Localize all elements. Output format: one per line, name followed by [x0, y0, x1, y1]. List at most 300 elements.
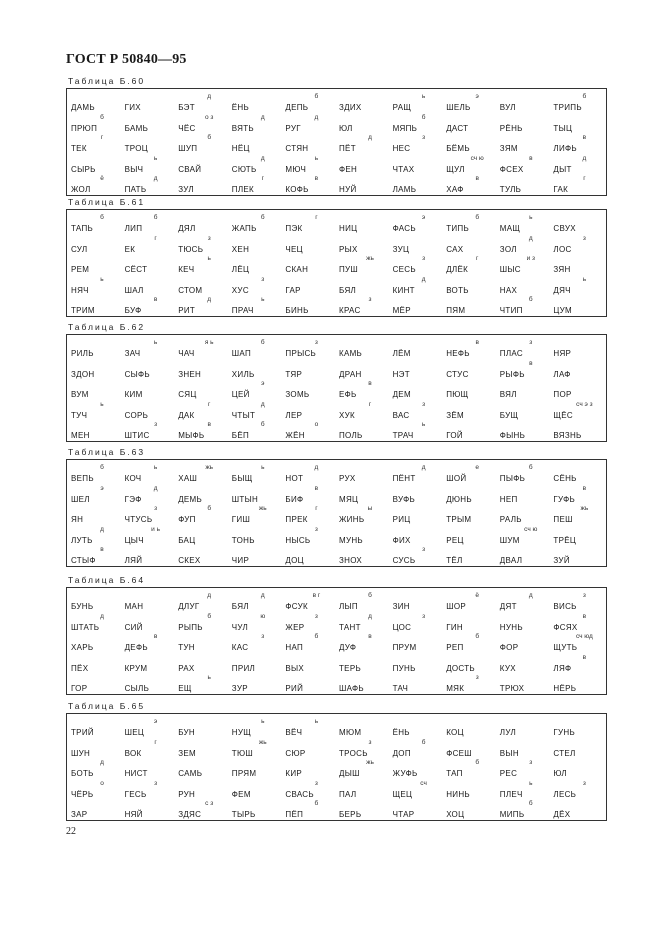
word-cell	[446, 780, 504, 802]
word-cell	[285, 718, 343, 740]
diacritic-mark: з	[582, 234, 586, 242]
word-text: ВАС	[392, 410, 410, 420]
diacritic-mark: в	[314, 484, 319, 492]
word-cell	[339, 464, 397, 486]
word-text: КУХ	[499, 663, 516, 673]
word-text: ЗАЧ	[124, 349, 141, 358]
word-cell	[393, 255, 451, 277]
word-cell	[71, 739, 129, 761]
word-cell	[446, 421, 504, 443]
word-cell	[446, 526, 504, 548]
diacritic-mark	[75, 339, 129, 347]
word-text: БАЦ	[178, 535, 196, 545]
diacritic-mark: г	[315, 505, 318, 513]
diacritic-mark	[450, 546, 504, 554]
diacritic-mark	[557, 255, 611, 263]
diacritic-mark	[450, 485, 504, 493]
word-cell	[393, 546, 451, 568]
word-text: ЛЫП	[339, 602, 358, 611]
diacritic-mark	[450, 235, 504, 243]
word-cell	[285, 800, 343, 822]
diacritic-mark: сч ю	[524, 525, 538, 533]
diacritic-mark: г	[583, 175, 586, 183]
word-text: ГАК	[553, 185, 569, 195]
word-cell	[232, 739, 290, 761]
word-cell	[500, 296, 558, 318]
word-cell	[500, 360, 558, 382]
word-cell	[178, 155, 236, 177]
table-caption: Таблица Б.63	[68, 447, 146, 457]
word-text: ЗУЦ	[392, 244, 410, 254]
word-text: НЫСЬ	[285, 535, 311, 545]
word-text: ЩУЛ	[446, 164, 465, 174]
word-text: МЮЧ	[285, 164, 307, 174]
word-cell	[71, 360, 129, 382]
word-cell	[71, 800, 129, 822]
word-text: БУФ	[124, 306, 142, 316]
word-text: ДЁХ	[553, 810, 571, 820]
diacritic-mark	[397, 296, 451, 304]
word-cell	[285, 296, 343, 318]
word-text: ГИШ	[231, 515, 251, 525]
diacritic-mark	[289, 654, 343, 662]
diacritic-mark: жь	[205, 464, 214, 471]
diacritic-mark: ы	[367, 505, 373, 513]
word-text: САМЬ	[178, 769, 203, 779]
word-text: ТУЛЬ	[499, 185, 522, 195]
diacritic-mark: б	[475, 633, 480, 641]
diacritic-mark: г	[315, 214, 318, 221]
table-row	[71, 255, 602, 277]
word-cell	[285, 134, 343, 156]
word-cell	[285, 613, 343, 635]
word-cell	[446, 175, 504, 197]
word-text: ПРИЛ	[231, 663, 256, 673]
word-text: ФСЕХ	[499, 164, 524, 174]
diacritic-mark: ь	[100, 400, 104, 408]
word-text: СКЕХ	[178, 556, 201, 566]
diacritic-mark: в	[582, 612, 587, 620]
diacritic-mark: д	[421, 464, 426, 471]
diacritic-mark: в	[475, 339, 479, 346]
word-text: ПРЕК	[285, 515, 308, 525]
diacritic-mark: з	[529, 339, 533, 346]
word-cell	[446, 613, 504, 635]
diacritic-mark	[450, 360, 504, 368]
word-text: ДОП	[392, 748, 411, 758]
word-cell	[71, 339, 129, 361]
word-text: ТУН	[178, 643, 195, 653]
word-cell	[232, 360, 290, 382]
diacritic-mark: сч юд	[575, 633, 593, 641]
word-text: ТРОСЬ	[339, 748, 368, 758]
word-text: ЁНЬ	[231, 103, 250, 112]
diacritic-mark	[236, 235, 290, 243]
word-text: ДЛУГ	[178, 602, 200, 611]
word-cell	[446, 800, 504, 822]
table-row	[71, 674, 602, 696]
diacritic-mark	[75, 360, 129, 368]
word-cell	[178, 296, 236, 318]
word-cell	[553, 505, 611, 527]
word-text: НУЙ	[339, 185, 357, 195]
diacritic-mark: в	[100, 546, 104, 554]
diacritic-mark	[75, 93, 129, 101]
diacritic-mark	[504, 401, 558, 409]
diacritic-mark	[289, 255, 343, 263]
word-text: ПРАЧ	[231, 306, 254, 316]
word-text: ЯН	[71, 515, 84, 525]
diacritic-mark: жь	[580, 505, 589, 513]
diacritic-mark: з	[314, 612, 318, 620]
word-cell	[393, 592, 451, 614]
diacritic-mark	[504, 674, 558, 682]
word-text: ВУЛ	[499, 103, 516, 112]
word-text: БЯЛ	[339, 285, 357, 295]
diacritic-mark	[504, 134, 558, 142]
word-text: ГЭФ	[124, 494, 142, 504]
diacritic-mark: б	[100, 113, 104, 121]
diacritic-mark	[450, 296, 504, 304]
word-cell	[500, 485, 558, 507]
diacritic-mark: з	[314, 339, 318, 346]
word-cell	[500, 780, 558, 802]
word-text: ДЫШ	[339, 769, 360, 779]
word-table	[66, 334, 607, 442]
word-text: ЧТЫТ	[231, 410, 256, 420]
table-row	[71, 464, 602, 486]
word-text: КЕЧ	[178, 265, 195, 275]
diacritic-mark	[557, 360, 611, 368]
word-text: СЁСТ	[124, 265, 148, 275]
word-cell	[285, 93, 343, 115]
word-cell	[553, 276, 611, 298]
word-cell	[553, 592, 611, 614]
word-cell	[125, 296, 183, 318]
word-text: ЖОЛ	[71, 185, 91, 195]
word-cell	[232, 401, 290, 423]
word-cell	[339, 526, 397, 548]
word-text: ГИН	[446, 622, 463, 632]
word-cell	[125, 421, 183, 443]
word-cell	[232, 175, 290, 197]
diacritic-mark: ь	[261, 296, 265, 304]
word-text: ЗУЙ	[553, 556, 570, 566]
word-text: ФИХ	[392, 535, 411, 545]
word-cell	[178, 134, 236, 156]
word-cell	[71, 380, 129, 402]
word-cell	[553, 421, 611, 443]
diacritic-mark	[182, 485, 236, 493]
diacritic-mark	[75, 155, 129, 163]
diacritic-mark	[182, 526, 236, 534]
diacritic-mark: э	[153, 718, 158, 725]
word-cell	[500, 633, 558, 655]
word-text: ДАМЬ	[71, 103, 95, 112]
word-text: БЯЛ	[231, 602, 249, 611]
table-row	[71, 93, 602, 115]
word-text: КРАС	[339, 306, 361, 316]
word-text: СОРЬ	[124, 410, 149, 420]
word-text: БЭТ	[178, 103, 195, 112]
table-caption: Таблица Б.65	[68, 701, 146, 711]
word-text: ЧТАХ	[392, 164, 415, 174]
word-text: НЯР	[553, 349, 572, 358]
word-text: КОЧ	[124, 474, 142, 483]
diacritic-mark: б	[260, 421, 265, 429]
diacritic-mark: ь	[207, 255, 211, 263]
word-text: ПАТЬ	[124, 185, 147, 195]
diacritic-mark: з	[368, 296, 372, 304]
diacritic-mark	[236, 485, 290, 493]
diacritic-mark: д	[528, 234, 533, 242]
word-cell	[125, 360, 183, 382]
diacritic-mark	[289, 296, 343, 304]
diacritic-mark: б	[528, 800, 533, 808]
word-cell	[500, 155, 558, 177]
word-text: ВЁЧ	[285, 728, 303, 737]
word-cell	[232, 276, 290, 298]
word-cell	[232, 485, 290, 507]
word-text: РУХ	[339, 474, 356, 483]
diacritic-mark	[236, 134, 290, 142]
diacritic-mark: д	[100, 525, 104, 533]
word-text: ТЯР	[285, 369, 303, 379]
word-text: ФЕН	[339, 164, 358, 174]
word-text: ХЕН	[231, 244, 250, 254]
word-text: СЮТЬ	[231, 164, 257, 174]
diacritic-mark	[397, 654, 451, 662]
diacritic-mark	[450, 526, 504, 534]
diacritic-mark: жь	[258, 505, 267, 513]
word-text: РИТ	[178, 306, 196, 316]
word-cell	[71, 759, 129, 781]
word-cell	[232, 380, 290, 402]
diacritic-mark: з	[368, 738, 372, 746]
word-text: КАМЬ	[339, 349, 363, 358]
word-text: ЮЛ	[553, 769, 567, 779]
diacritic-mark	[182, 360, 236, 368]
word-cell	[232, 134, 290, 156]
diacritic-mark	[129, 276, 183, 284]
word-text: БУН	[178, 728, 196, 737]
word-cell	[125, 759, 183, 781]
word-cell	[232, 526, 290, 548]
word-text: ХОЦ	[446, 810, 465, 820]
table-caption: Таблица Б.62	[68, 322, 146, 332]
word-cell	[178, 380, 236, 402]
word-cell	[232, 255, 290, 277]
word-cell	[285, 546, 343, 568]
word-cell	[232, 780, 290, 802]
word-cell	[500, 718, 558, 740]
word-cell	[178, 780, 236, 802]
word-cell	[125, 380, 183, 402]
diacritic-mark: ь	[100, 275, 104, 283]
word-cell	[553, 134, 611, 156]
diacritic-mark	[182, 214, 236, 222]
diacritic-mark	[397, 380, 451, 388]
word-cell	[446, 505, 504, 527]
word-text: ПЛЕЧ	[499, 789, 523, 799]
word-text: ТОНЬ	[231, 535, 255, 545]
table-row	[71, 654, 602, 676]
word-text: ФСЕШ	[446, 748, 472, 758]
word-text: СЯЦ	[178, 390, 197, 400]
word-text: НИСТ	[124, 769, 148, 779]
diacritic-mark	[504, 380, 558, 388]
word-cell	[446, 654, 504, 676]
word-cell	[71, 214, 129, 236]
word-cell	[393, 633, 451, 655]
word-text: БЕРЬ	[339, 810, 362, 820]
word-cell	[393, 175, 451, 197]
diacritic-mark	[129, 93, 183, 101]
word-text: ТАЧ	[392, 684, 409, 694]
word-cell	[178, 633, 236, 655]
word-cell	[553, 360, 611, 382]
word-cell	[553, 780, 611, 802]
word-cell	[71, 255, 129, 277]
word-cell	[339, 546, 397, 568]
word-text: ШАФЬ	[339, 684, 364, 694]
word-text: ФСУК	[285, 602, 308, 611]
word-text: НЕС	[392, 144, 411, 154]
diacritic-mark	[182, 654, 236, 662]
word-cell	[125, 674, 183, 696]
diacritic-mark: жь	[258, 738, 267, 746]
word-cell	[553, 296, 611, 318]
diacritic-mark	[129, 401, 183, 409]
diacritic-mark: д	[260, 154, 265, 162]
diacritic-mark: ь	[261, 718, 265, 725]
diacritic-mark: о з	[204, 113, 214, 121]
diacritic-mark	[236, 674, 290, 682]
diacritic-mark	[557, 296, 611, 304]
word-text: ТРЁЦ	[553, 535, 577, 545]
word-text: ЖЕР	[285, 622, 305, 632]
diacritic-mark	[129, 613, 183, 621]
diacritic-mark	[504, 93, 558, 101]
word-text: ЗНЕН	[178, 369, 202, 379]
diacritic-mark: в	[529, 154, 533, 162]
word-text: ПУНЬ	[392, 663, 416, 673]
word-cell	[232, 674, 290, 696]
word-text: РЕМ	[71, 265, 90, 275]
diacritic-mark	[450, 134, 504, 142]
word-cell	[339, 654, 397, 676]
diacritic-mark	[450, 654, 504, 662]
table-row	[71, 546, 602, 568]
word-cell	[285, 276, 343, 298]
diacritic-mark	[397, 674, 451, 682]
word-text: ПЛАС	[499, 349, 523, 358]
word-text: МЁР	[392, 306, 411, 316]
word-text: ЗАР	[71, 810, 88, 820]
word-cell	[178, 505, 236, 527]
word-cell	[393, 155, 451, 177]
word-cell	[232, 114, 290, 136]
word-cell	[178, 739, 236, 761]
word-text: ДЯТ	[499, 602, 517, 611]
word-cell	[178, 401, 236, 423]
word-text: ЗНОХ	[339, 556, 363, 566]
word-text: ВЯЛ	[499, 390, 517, 400]
diacritic-mark: з	[422, 546, 426, 554]
diacritic-mark: ь	[153, 339, 158, 346]
word-cell	[178, 759, 236, 781]
table-row	[71, 214, 602, 236]
diacritic-mark: д	[207, 93, 212, 100]
diacritic-mark	[129, 360, 183, 368]
word-cell	[500, 546, 558, 568]
diacritic-mark: э	[421, 214, 426, 221]
word-text: ЩЕЦ	[392, 789, 413, 799]
word-cell	[125, 739, 183, 761]
diacritic-mark	[557, 739, 611, 747]
word-text: ДВАЛ	[499, 556, 523, 566]
word-cell	[500, 339, 558, 361]
word-text: ДЫТ	[553, 164, 572, 174]
word-text: НИЦ	[339, 224, 358, 233]
diacritic-mark	[236, 546, 290, 554]
word-cell	[125, 175, 183, 197]
word-text: РИЛЬ	[71, 349, 94, 358]
word-text: ФУП	[178, 515, 196, 525]
diacritic-mark	[129, 134, 183, 142]
word-cell	[125, 255, 183, 277]
word-text: ПЫФЬ	[499, 474, 526, 483]
diacritic-mark	[75, 633, 129, 641]
word-text: НЕП	[499, 494, 518, 504]
table-row	[71, 155, 602, 177]
diacritic-mark: ь	[421, 93, 426, 100]
word-text: КИМ	[124, 390, 143, 400]
word-cell	[232, 214, 290, 236]
diacritic-mark: в	[582, 484, 587, 492]
word-text: ЗЁМ	[446, 410, 464, 420]
word-text: ТЮШ	[231, 748, 253, 758]
diacritic-mark: ё	[475, 592, 479, 599]
word-cell	[285, 235, 343, 257]
word-cell	[393, 360, 451, 382]
word-text: КОФЬ	[285, 185, 309, 195]
word-text: ЗИН	[392, 602, 410, 611]
word-text: ДАСТ	[446, 123, 469, 133]
word-cell	[393, 485, 451, 507]
word-cell	[500, 654, 558, 676]
word-cell	[285, 155, 343, 177]
word-text: ВЕПЬ	[71, 474, 94, 483]
diacritic-mark	[557, 464, 611, 472]
word-text: ВУМ	[71, 390, 89, 400]
diacritic-mark: д	[153, 484, 158, 492]
word-cell	[232, 505, 290, 527]
word-text: ЛЕР	[285, 410, 303, 420]
word-cell	[71, 114, 129, 136]
word-cell	[393, 93, 451, 115]
word-cell	[339, 114, 397, 136]
table-row	[71, 276, 602, 298]
word-text: СЕСЬ	[392, 265, 416, 275]
word-text: НОТ	[285, 474, 304, 483]
table-row	[71, 339, 602, 361]
word-text: ШЕЛ	[71, 494, 90, 504]
word-cell	[125, 613, 183, 635]
table-row	[71, 739, 602, 761]
word-text: НАП	[285, 643, 304, 653]
word-cell	[500, 380, 558, 402]
